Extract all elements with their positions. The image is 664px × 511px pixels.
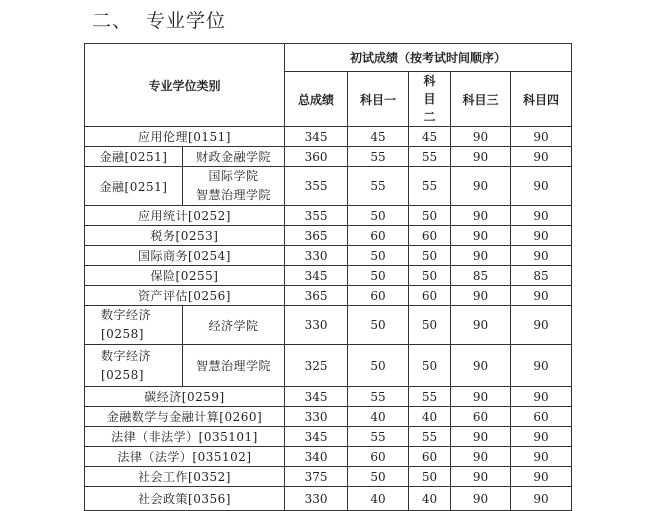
table-row [85, 467, 572, 487]
category-cell: 社会工作[0352] [85, 467, 285, 487]
subject-score-cell: 50 [348, 306, 409, 345]
total-score-cell: 330 [285, 487, 348, 511]
subject-score-cell: 90 [451, 467, 511, 487]
subject-score-cell: 60 [409, 286, 451, 306]
subject-score-cell: 55 [348, 167, 409, 206]
subject-score-cell: 55 [409, 147, 451, 167]
category-cell: 法律（法学）[035102] [85, 447, 285, 467]
subject-score-cell: 90 [451, 127, 511, 147]
subject-score-cell: 45 [348, 127, 409, 147]
category-cell: 社会政策[0356] [85, 487, 285, 511]
section-title: 专业学位 [146, 10, 227, 32]
total-score-cell: 345 [285, 387, 348, 407]
subject-score-cell: 90 [511, 226, 572, 246]
subject-score-cell: 60 [348, 286, 409, 306]
subject-score-cell: 90 [511, 286, 572, 306]
subject-score-cell: 85 [451, 266, 511, 286]
subject-score-cell: 90 [511, 427, 572, 447]
subject-score-cell: 40 [409, 407, 451, 427]
category-line: 数字经济 [101, 348, 152, 363]
total-score-cell: 355 [285, 167, 348, 206]
subject-score-cell: 90 [451, 306, 511, 345]
score-header-subject-4: 科目四 [511, 72, 572, 127]
category-line: [0258] [101, 327, 144, 341]
subject-score-cell: 55 [409, 427, 451, 447]
total-score-cell: 340 [285, 447, 348, 467]
category-cell: 保险[0255] [85, 266, 285, 286]
college-cell: 经济学院 [183, 306, 285, 345]
subject-score-cell: 90 [451, 246, 511, 266]
subject-score-cell: 45 [409, 127, 451, 147]
score-header-total: 总成绩 [285, 72, 348, 127]
category-cell: 应用伦理[0151] [85, 127, 285, 147]
subject-score-cell: 90 [511, 447, 572, 467]
total-score-cell: 355 [285, 206, 348, 226]
subject-score-cell: 55 [348, 427, 409, 447]
subject-score-cell: 90 [511, 246, 572, 266]
category-cell: 法律（非法学）[035101] [85, 427, 285, 447]
section-number: 二、 [92, 10, 133, 32]
subject-score-cell: 50 [409, 206, 451, 226]
subject-score-cell: 40 [348, 487, 409, 511]
total-score-cell: 360 [285, 147, 348, 167]
subject-score-cell: 90 [451, 286, 511, 306]
subject-score-cell: 90 [511, 345, 572, 387]
total-score-cell: 365 [285, 286, 348, 306]
total-score-cell: 345 [285, 266, 348, 286]
subject-score-cell: 60 [348, 447, 409, 467]
category-cell: 金融数学与金融计算[0260] [85, 407, 285, 427]
subject-score-cell: 40 [409, 487, 451, 511]
category-cell [85, 345, 183, 387]
score-group-header: 初试成绩（按考试时间顺序） [285, 44, 572, 72]
category-cell: 金融[0251] [85, 147, 183, 167]
subject-score-cell: 90 [451, 206, 511, 226]
table-row [85, 147, 572, 167]
subject-score-cell: 90 [451, 487, 511, 511]
category-line: [0258] [101, 367, 144, 382]
table-row [85, 266, 572, 286]
table-row [85, 387, 572, 407]
subject-score-cell: 60 [348, 226, 409, 246]
subject-score-cell: 90 [511, 487, 572, 511]
subject-score-cell: 90 [511, 147, 572, 167]
subject-score-cell: 60 [511, 407, 572, 427]
subject-score-cell: 90 [511, 167, 572, 206]
section-heading [92, 6, 226, 33]
table-row [85, 127, 572, 147]
table-row [85, 427, 572, 447]
subject-score-cell: 50 [409, 306, 451, 345]
total-score-cell: 325 [285, 345, 348, 387]
subject-score-cell: 50 [348, 206, 409, 226]
subject-score-cell: 50 [348, 467, 409, 487]
college-line: 国际学院 [208, 169, 259, 183]
subject-score-cell: 55 [348, 147, 409, 167]
subject-score-cell: 50 [409, 467, 451, 487]
subject-score-cell: 90 [511, 206, 572, 226]
table-row [85, 226, 572, 246]
subject-score-cell: 85 [511, 266, 572, 286]
subject-score-cell: 50 [409, 345, 451, 387]
subject-score-cell: 90 [451, 167, 511, 206]
total-score-cell: 375 [285, 467, 348, 487]
category-header: 专业学位类别 [85, 44, 285, 127]
table-row [85, 407, 572, 427]
category-cell: 资产评估[0256] [85, 286, 285, 306]
subject-score-cell: 90 [511, 306, 572, 345]
table-row [85, 487, 572, 511]
total-score-cell: 345 [285, 127, 348, 147]
subject-score-cell: 55 [409, 387, 451, 407]
score-header-subject-1: 科目一 [348, 72, 409, 127]
subject-score-cell: 50 [348, 266, 409, 286]
subject-score-cell: 40 [348, 407, 409, 427]
college-cell [183, 167, 285, 206]
subject-score-cell: 55 [409, 167, 451, 206]
subject-score-cell: 50 [409, 246, 451, 266]
college-cell: 财政金融学院 [183, 147, 285, 167]
total-score-cell: 330 [285, 407, 348, 427]
subject-score-cell: 90 [451, 427, 511, 447]
subject-score-cell: 50 [409, 266, 451, 286]
subject-score-cell: 55 [348, 387, 409, 407]
category-cell: 碳经济[0259] [85, 387, 285, 407]
subject-score-cell: 90 [451, 447, 511, 467]
subject-score-cell: 90 [451, 345, 511, 387]
table-row [85, 306, 572, 345]
score-table [84, 43, 572, 511]
subject-score-cell: 90 [451, 226, 511, 246]
category-cell: 应用统计[0252] [85, 206, 285, 226]
score-header-subject-3: 科目三 [451, 72, 511, 127]
table-row [85, 286, 572, 306]
total-score-cell: 330 [285, 306, 348, 345]
subject-score-cell: 90 [451, 147, 511, 167]
subject-score-cell: 50 [348, 246, 409, 266]
table-row [85, 167, 572, 206]
subject-score-cell: 90 [451, 387, 511, 407]
subject-score-cell: 60 [451, 407, 511, 427]
total-score-cell: 345 [285, 427, 348, 447]
college-line: 智慧治理学院 [196, 188, 272, 202]
score-header-subject-2: 科目二 [409, 72, 451, 127]
subject-score-cell: 90 [511, 387, 572, 407]
college-cell: 智慧治理学院 [183, 345, 285, 387]
category-cell [85, 306, 183, 345]
category-line: 数字经济 [101, 308, 152, 322]
table-row [85, 206, 572, 226]
total-score-cell: 330 [285, 246, 348, 266]
total-score-cell: 365 [285, 226, 348, 246]
subject-score-cell: 90 [511, 127, 572, 147]
table-row [85, 345, 572, 387]
table-row [85, 447, 572, 467]
subject-score-cell: 90 [511, 467, 572, 487]
subject-score-cell: 60 [409, 447, 451, 467]
category-cell: 国际商务[0254] [85, 246, 285, 266]
subject-score-cell: 60 [409, 226, 451, 246]
table-row [85, 246, 572, 266]
subject-score-cell: 50 [348, 345, 409, 387]
category-cell: 金融[0251] [85, 167, 183, 206]
category-cell: 税务[0253] [85, 226, 285, 246]
